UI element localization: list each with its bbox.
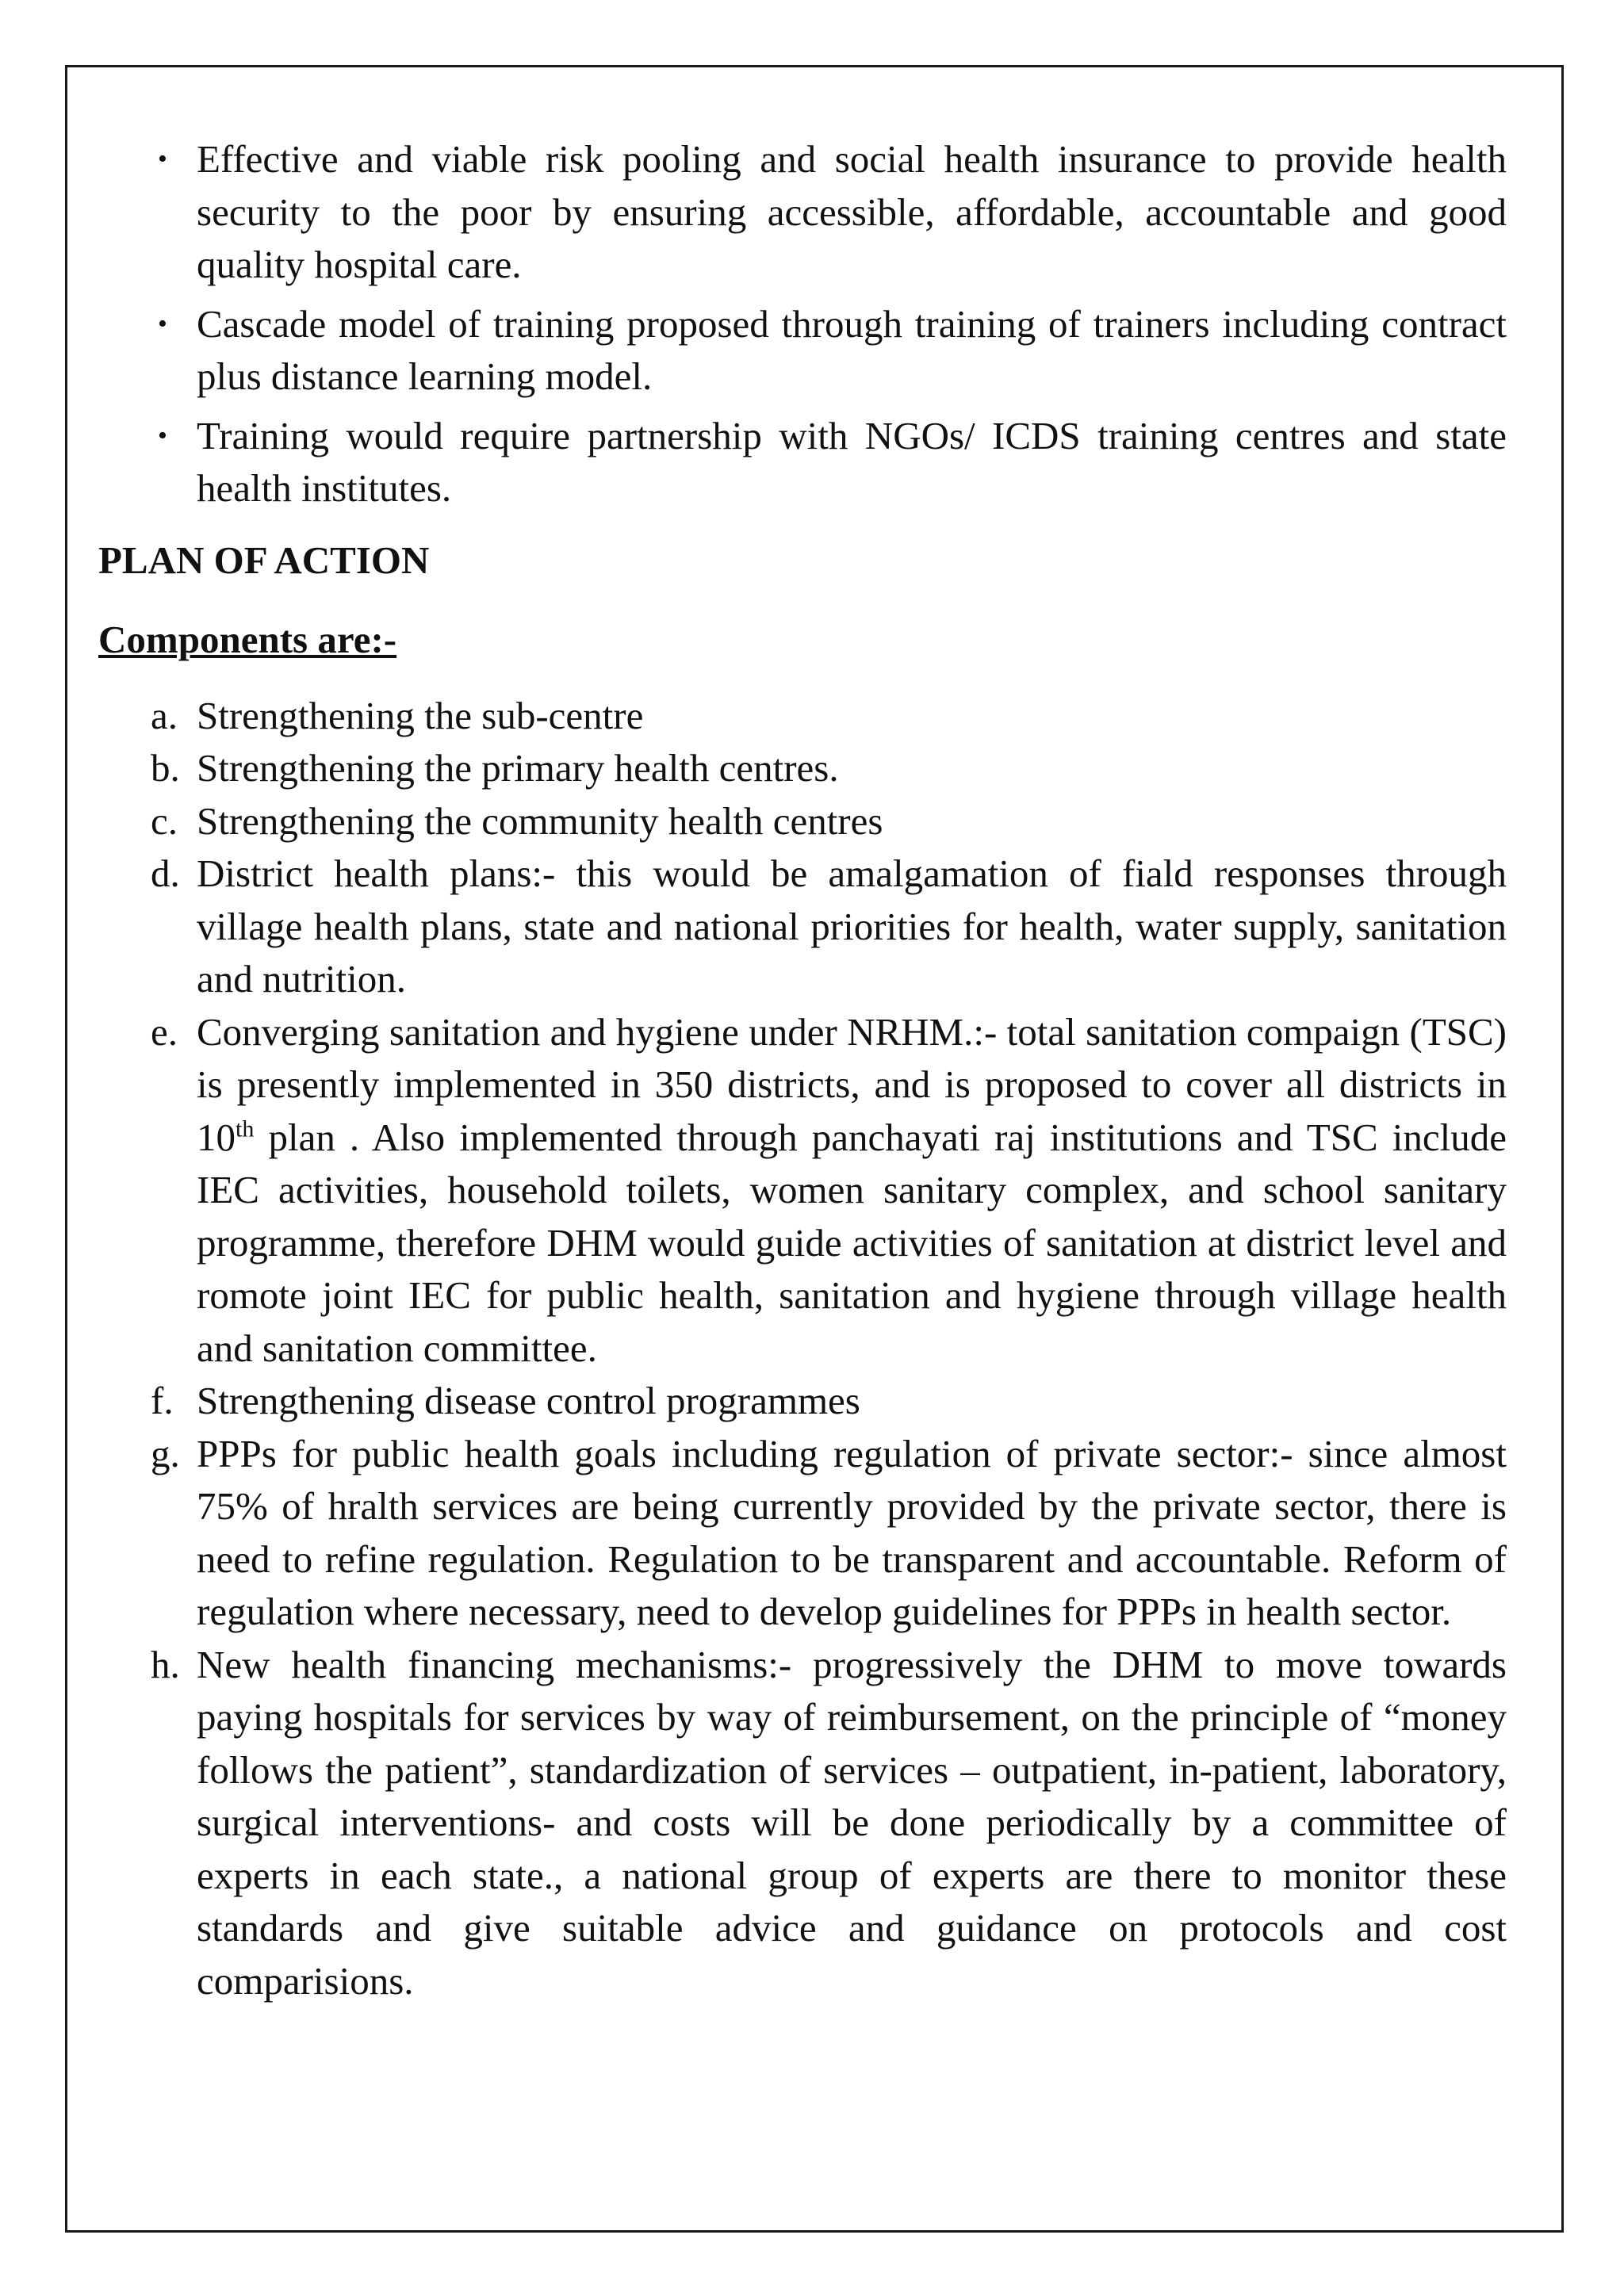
component-item [98, 1428, 1507, 1639]
bullet-item [98, 298, 1507, 404]
component-text: New health financing mechanisms:- progressively the DHM to move towards paying hospitals for services by way of reimbursement, on the principle of “money follows the patient”, standardization of services – outpatient, in-patient, laboratory, surgical interventions- and costs will be done periodically by a committee of experts in each state., a national group of experts are there to monitor these standards and give suitable advice and guidance on protocols and cost comparisions. [197, 1642, 1507, 2003]
component-item [98, 1006, 1507, 1376]
component-marker: a. [151, 693, 178, 737]
component-item [98, 1375, 1507, 1428]
bullet-item [98, 410, 1507, 515]
bullet-icon: • [158, 144, 167, 174]
component-marker: c. [151, 798, 178, 843]
component-marker: d. [151, 851, 180, 895]
component-text [197, 1010, 1507, 1370]
bullet-text: Effective and viable risk pooling and social health insurance to provide health security to the poor by ensuring accessible, affordable, accountable and good quality hospital care. [197, 137, 1507, 286]
component-marker: b. [151, 746, 180, 790]
component-item [98, 795, 1507, 848]
component-text: Strengthening the community health centres [197, 798, 883, 843]
superscript: th [236, 1115, 255, 1142]
component-text: District health plans:- this would be amalgamation of fiald responses through village health plans, state and national priorities for health, water supply, sanitation and nutrition. [197, 851, 1507, 1001]
component-text: Strengthening the primary health centres. [197, 746, 839, 790]
component-item [98, 690, 1507, 743]
document-body [98, 133, 1507, 2007]
component-marker: f. [151, 1379, 174, 1422]
bullet-list [98, 133, 1507, 515]
component-text: Strengthening the sub-centre [197, 693, 644, 737]
bullet-text: Cascade model of training proposed through training of trainers including contract plus distance learning model. [197, 301, 1507, 398]
components-list [98, 690, 1507, 2008]
bullet-icon: • [158, 420, 167, 450]
bullet-text: Training would require partnership with NGOs/ ICDS training centres and state health institutes. [197, 413, 1507, 510]
components-subheading: Components are:- [98, 617, 397, 661]
component-text: PPPs for public health goals including regulation of private sector:- since almost 75% of hralth services are being currently provided by the private sector, there is need to refine regulation. Regulation to be transparent and accountable. Reform of regulation where necessary, need to develop guidelines for PPPs in health sector. [197, 1431, 1507, 1633]
component-text: Strengthening disease control programmes [197, 1379, 860, 1422]
component-item [98, 848, 1507, 1006]
component-marker: h. [151, 1642, 180, 1686]
bullet-item [98, 133, 1507, 292]
component-item [98, 1639, 1507, 2008]
component-text-part: plan . Also implemented through panchayati raj institutions and TSC include IEC activities, household toilets, women sanitary complex, and school sanitary programme, therefore DHM would guide activities of sanitation at district level and romote joint IEC for public health, sanitation and hygiene through village health and sanitation committee. [197, 1115, 1507, 1370]
bullet-icon: • [158, 308, 167, 339]
component-text-part: Converging sanitation and hygiene under NRHM.:- total sanitation compaign (TSC) is presently implemented in 350 districts, and is proposed to cover all districts in 10 [197, 1009, 1507, 1159]
component-marker: e. [151, 1009, 178, 1054]
component-marker: g. [151, 1431, 180, 1475]
component-item [98, 742, 1507, 795]
section-heading: PLAN OF ACTION [98, 538, 430, 582]
